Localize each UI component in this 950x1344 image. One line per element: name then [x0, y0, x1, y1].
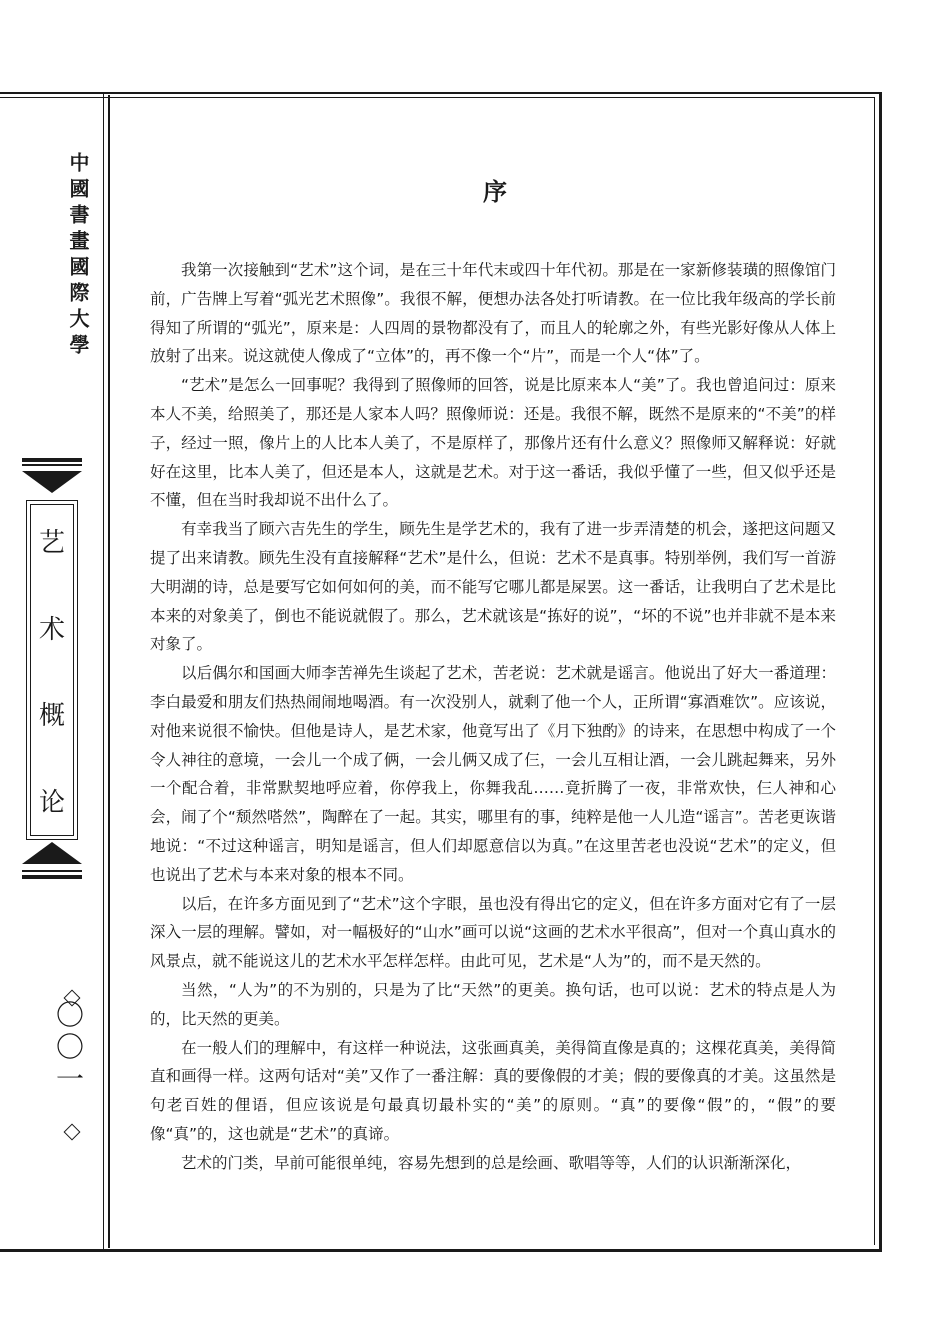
paragraph-7: 在一般人们的理解中，有这样一种说法，这张画真美，美得简直像是真的；这棵花真美，美得简直和画得一样。这两句话对“美”又作了一番注解：真的要像假的才美；假的要像真的才美。这虽然是句老百姓的俚语，但应该说是句最真切最朴实的“美”的原则。“真”的要像“假”的，“假”的要像“真”的，这也就是“艺术”的真谛。 — [150, 1038, 836, 1143]
book-title-char-3: 概 — [38, 701, 65, 732]
paragraph-4: 以后偶尔和国画大师李苦禅先生谈起了艺术，苦老说：艺术就是谣言。他说出了好大一番道理：李白最爱和朋友们热热闹闹地喝酒。有一次没别人，就剩了他一个人，正所谓“寡酒难饮”。应该说，对他来说很不愉快。但他是诗人，是艺术家，他竟写出了《月下独酌》的诗来，在思想中构成了一个令人神往的意境，一会儿一个成了俩，一会儿俩又成了仨，一会儿互相让酒，一会儿跳起舞来，另外一个配合着，非常默契地呼应着，你停我上，你舞我乱……竟折腾了一夜，非常欢快，仨人神和心会，闹了个“颓然嗒然”，陶醉在了一起。其实，哪里有的事，纯粹是他一人儿造“谣言”。苦老更诙谐地说：“不过这种谣言，明知是谣言，但人们却愿意信以为真。”在这里苦老也没说“艺术”的定义，但也说出了艺术与本来对象的根本不同。 — [150, 664, 836, 884]
page-number: 〇〇一 — [52, 1000, 85, 1096]
cartouche-bottom-ornament — [22, 842, 82, 864]
paragraph-6: 当然，“人为”的不为别的，只是为了比“天然”的更美。换句话，也可以说：艺术的特点是人为的，比天然的更美。 — [150, 980, 836, 1028]
cartouche-top-ornament — [22, 471, 82, 493]
page-title: 序 — [483, 178, 507, 206]
paragraph-8: 艺术的门类，早前可能很单纯，容易先想到的总是绘画、歌唱等等，人们的认识渐渐深化， — [181, 1153, 802, 1172]
body-text — [150, 256, 836, 1178]
cartouche-bottom-bar-thin — [22, 870, 82, 872]
book-title-char-2: 术 — [38, 614, 65, 645]
paragraph-3: 有幸我当了顾六吉先生的学生，顾先生是学艺术的，我有了进一步弄清楚的机会，遂把这问题又提了出来请教。顾先生没有直接解释“艺术”是什么，但说：艺术不是真事。特别举例，我们写一首游大明湖的诗，总是要写它如何如何的美，而不能写它哪儿都是屎罢。这一番话，让我明白了艺术是比本来的对象美了，倒也不能说就假了。那么，艺术就该是“拣好的说”，“坏的不说”也并非就不是本来对象了。 — [150, 520, 836, 654]
book-title-char-4: 论 — [38, 787, 65, 818]
cartouche-top-bar — [22, 458, 82, 462]
cartouche-top-bar-thin — [22, 464, 82, 466]
paragraph-2: “艺术”是怎么一回事呢？我得到了照像师的回答，说是比原来本人“美”了。我也曾追问过：原来本人不美，给照美了，那还是人家本人吗？照像师说：还是。我很不解，既然不是原来的“不美”的样子，经过一照，像片上的人比本人美了，不是原样了，那像片还有什么意义？照像师又解释说：好就好在这里，比本人美了，但还是本人，这就是艺术。对于这一番话，我似乎懂了一些，但又似乎还是不懂，但在当时我却说不出什么了。 — [150, 376, 836, 510]
book-title-char-1: 艺 — [38, 528, 65, 558]
sidebar-divider — [108, 95, 110, 1248]
cartouche-bottom-bar — [22, 875, 82, 879]
book-title — [26, 528, 78, 818]
paragraph-5: 以后，在许多方面见到了“艺术”这个字眼，虽也没有得出它的定义，但在许多方面对它有了一层深入一层的理解。譬如，对一幅极好的“山水”画可以说“这画的艺术水平很高”，但对一个真山真水的风景点，就不能说这儿的艺术水平怎样怎样。由此可见，艺术是“人为”的，而不是天然的。 — [150, 894, 836, 971]
paragraph-1: 我第一次接触到“艺术”这个词，是在三十年代末或四十年代初。那是在一家新修装璜的照像馆门前，广告牌上写着“弧光艺术照像”。我很不解，便想办法各处打听请教。在一位比我年级高的学长前得知了所谓的“弧光”，原来是：人四周的景物都没有了，而且人的轮廓之外，有些光影好像从人体上放射了出来。说这就使人像成了“立体”的，再不像一个“片”，而是一个人“体”了。 — [150, 261, 836, 366]
series-title: 中國書畫國際大學 — [66, 152, 90, 360]
